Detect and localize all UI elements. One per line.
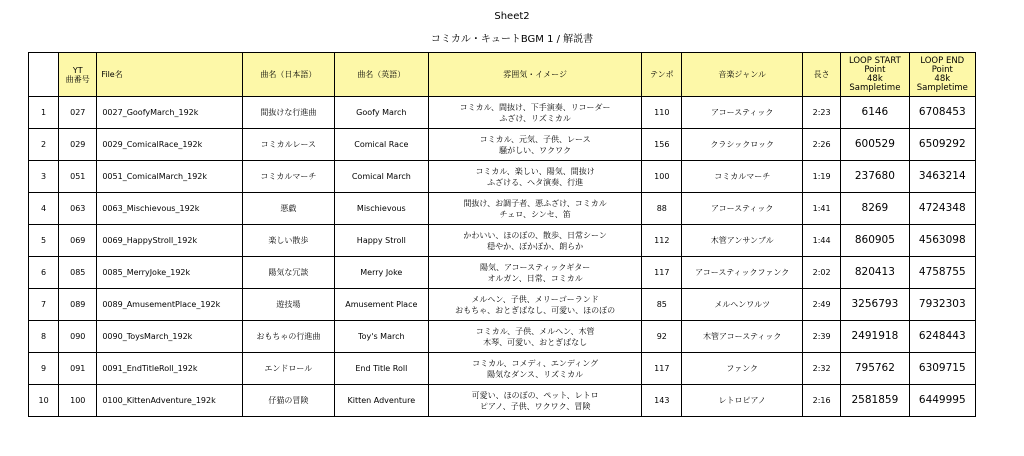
mood-line-1: 陽気、アコースティックギター bbox=[479, 262, 591, 272]
sheet-name: Sheet2 bbox=[494, 11, 530, 22]
mood-line-2: チェロ、シンセ、笛 bbox=[499, 209, 571, 219]
row-number: 4 bbox=[29, 193, 59, 225]
file-name: 0069_HappyStroll_192k bbox=[97, 225, 243, 257]
row-number: 8 bbox=[29, 321, 59, 353]
file-name: 0091_EndTitleRoll_192k bbox=[97, 353, 243, 385]
header-loop-end: LOOP END Point 48k Sampletime bbox=[909, 53, 975, 97]
file-name: 0090_ToysMarch_192k bbox=[97, 321, 243, 353]
length: 2:23 bbox=[803, 97, 841, 129]
mood bbox=[429, 97, 642, 129]
length: 2:26 bbox=[803, 129, 841, 161]
mood bbox=[429, 161, 642, 193]
mood-line-2: 騒がしい、ワクワク bbox=[499, 145, 572, 155]
mood bbox=[429, 225, 642, 257]
header-title-ja: 曲名（日本語） bbox=[243, 53, 334, 97]
title-ja: コミカルレース bbox=[243, 129, 334, 161]
table-row bbox=[29, 353, 976, 385]
header-loop-start: LOOP START Point 48k Sampletime bbox=[841, 53, 909, 97]
title-en: Mischievous bbox=[334, 193, 428, 225]
row-number: 7 bbox=[29, 289, 59, 321]
row-number: 3 bbox=[29, 161, 59, 193]
title-ja: エンドロール bbox=[243, 353, 334, 385]
genre: アコースティック bbox=[682, 193, 803, 225]
mood-line-2: 木琴、可愛い、おとぎばなし bbox=[483, 337, 588, 347]
mood bbox=[429, 129, 642, 161]
header-tempo: テンポ bbox=[642, 53, 682, 97]
header-file: File名 bbox=[97, 53, 243, 97]
header-yt: YT 曲番号 bbox=[59, 53, 97, 97]
table-row bbox=[29, 385, 976, 417]
genre: メルヘンワルツ bbox=[682, 289, 803, 321]
document-title: コミカル・キュートBGM 1 / 解説書 bbox=[430, 34, 594, 45]
file-name: 0100_KittenAdventure_192k bbox=[97, 385, 243, 417]
mood bbox=[429, 289, 642, 321]
tempo: 112 bbox=[642, 225, 682, 257]
length: 2:02 bbox=[803, 257, 841, 289]
tempo: 156 bbox=[642, 129, 682, 161]
yt-number: 069 bbox=[59, 225, 97, 257]
loop-start: 3256793 bbox=[841, 289, 909, 321]
mood-line-2: オルガン、日常、コミカル bbox=[487, 273, 583, 283]
loop-start: 6146 bbox=[841, 97, 909, 129]
mood-line-2: ふざけ、リズミカル bbox=[499, 113, 571, 123]
header-length: 長さ bbox=[803, 53, 841, 97]
loop-end: 7932303 bbox=[909, 289, 975, 321]
table-row bbox=[29, 129, 976, 161]
row-number: 9 bbox=[29, 353, 59, 385]
title-en: Happy Stroll bbox=[334, 225, 428, 257]
loop-end: 6449995 bbox=[909, 385, 975, 417]
mood bbox=[429, 385, 642, 417]
title-ja: 楽しい散歩 bbox=[243, 225, 334, 257]
title-en: Kitten Adventure bbox=[334, 385, 428, 417]
title-ja: 間抜けな行進曲 bbox=[243, 97, 334, 129]
title-ja: 悪戯 bbox=[243, 193, 334, 225]
length: 2:49 bbox=[803, 289, 841, 321]
length: 2:39 bbox=[803, 321, 841, 353]
file-name: 0027_GoofyMarch_192k bbox=[97, 97, 243, 129]
tempo: 88 bbox=[642, 193, 682, 225]
genre: アコースティックファンク bbox=[682, 257, 803, 289]
yt-number: 027 bbox=[59, 97, 97, 129]
title-en: Toy's March bbox=[334, 321, 428, 353]
length: 2:16 bbox=[803, 385, 841, 417]
genre: コミカルマーチ bbox=[682, 161, 803, 193]
row-number: 1 bbox=[29, 97, 59, 129]
yt-number: 100 bbox=[59, 385, 97, 417]
title-ja: 陽気な冗談 bbox=[243, 257, 334, 289]
yt-number: 085 bbox=[59, 257, 97, 289]
loop-end: 4758755 bbox=[909, 257, 975, 289]
mood-line-2: ふざける、ヘタ演奏、行進 bbox=[487, 177, 584, 187]
tempo: 100 bbox=[642, 161, 682, 193]
mood-line-1: コミカル、元気、子供、レース bbox=[479, 134, 591, 144]
file-name: 0089_AmusementPlace_192k bbox=[97, 289, 243, 321]
title-ja: 仔猫の冒険 bbox=[243, 385, 334, 417]
header-index bbox=[29, 53, 59, 97]
loop-end: 3463214 bbox=[909, 161, 975, 193]
file-name: 0063_Mischievous_192k bbox=[97, 193, 243, 225]
file-name: 0051_ComicalMarch_192k bbox=[97, 161, 243, 193]
yt-number: 063 bbox=[59, 193, 97, 225]
yt-number: 089 bbox=[59, 289, 97, 321]
file-name: 0029_ComicalRace_192k bbox=[97, 129, 243, 161]
length: 2:32 bbox=[803, 353, 841, 385]
mood-line-2: ピアノ、子供、ワクワク、冒険 bbox=[479, 401, 591, 411]
title-en: Goofy March bbox=[334, 97, 428, 129]
mood-line-2: 陽気なダンス、リズミカル bbox=[487, 369, 584, 379]
file-name: 0085_MerryJoke_192k bbox=[97, 257, 243, 289]
mood bbox=[429, 257, 642, 289]
row-number: 10 bbox=[29, 385, 59, 417]
length: 1:41 bbox=[803, 193, 841, 225]
tempo: 143 bbox=[642, 385, 682, 417]
genre: ファンク bbox=[682, 353, 803, 385]
header-row bbox=[29, 53, 976, 97]
mood bbox=[429, 193, 642, 225]
bgm-table bbox=[28, 52, 976, 417]
header-mood: 雰囲気・イメージ bbox=[429, 53, 642, 97]
length: 1:44 bbox=[803, 225, 841, 257]
loop-start: 860905 bbox=[841, 225, 909, 257]
loop-end: 4724348 bbox=[909, 193, 975, 225]
title-ja: おもちゃの行進曲 bbox=[243, 321, 334, 353]
loop-end: 6309715 bbox=[909, 353, 975, 385]
loop-start: 237680 bbox=[841, 161, 909, 193]
mood-line-1: コミカル、楽しい、陽気、間抜け bbox=[475, 166, 595, 176]
loop-start: 2581859 bbox=[841, 385, 909, 417]
mood-line-1: コミカル、子供、メルヘン、木管 bbox=[475, 326, 595, 336]
tempo: 110 bbox=[642, 97, 682, 129]
table-row bbox=[29, 161, 976, 193]
table-row bbox=[29, 289, 976, 321]
tempo: 92 bbox=[642, 321, 682, 353]
title-ja: コミカルマーチ bbox=[243, 161, 334, 193]
row-number: 5 bbox=[29, 225, 59, 257]
loop-start: 600529 bbox=[841, 129, 909, 161]
loop-end: 6509292 bbox=[909, 129, 975, 161]
title-en: Comical Race bbox=[334, 129, 428, 161]
mood-line-1: 間抜け、お調子者、悪ふざけ、コミカル bbox=[463, 198, 607, 208]
mood bbox=[429, 321, 642, 353]
yt-number: 051 bbox=[59, 161, 97, 193]
loop-start: 795762 bbox=[841, 353, 909, 385]
row-number: 2 bbox=[29, 129, 59, 161]
loop-start: 8269 bbox=[841, 193, 909, 225]
loop-end: 6248443 bbox=[909, 321, 975, 353]
yt-number: 090 bbox=[59, 321, 97, 353]
loop-start: 820413 bbox=[841, 257, 909, 289]
title-en: Comical March bbox=[334, 161, 428, 193]
table-row bbox=[29, 193, 976, 225]
loop-end: 4563098 bbox=[909, 225, 975, 257]
mood bbox=[429, 353, 642, 385]
mood-line-1: コミカル、コメディ、エンディング bbox=[472, 358, 599, 368]
title-en: End Title Roll bbox=[334, 353, 428, 385]
table-row bbox=[29, 321, 976, 353]
tempo: 117 bbox=[642, 257, 682, 289]
header-title-en: 曲名（英語） bbox=[334, 53, 428, 97]
loop-end: 6708453 bbox=[909, 97, 975, 129]
row-number: 6 bbox=[29, 257, 59, 289]
title-en: Amusement Place bbox=[334, 289, 428, 321]
mood-line-2: 穏やか、ぽかぽか、朗らか bbox=[487, 241, 584, 251]
yt-number: 029 bbox=[59, 129, 97, 161]
mood-line-1: コミカル、間抜け、下手演奏、リコーダー bbox=[459, 102, 611, 112]
title-ja: 遊技場 bbox=[243, 289, 334, 321]
table-row bbox=[29, 257, 976, 289]
header-genre: 音楽ジャンル bbox=[682, 53, 803, 97]
yt-number: 091 bbox=[59, 353, 97, 385]
loop-start: 2491918 bbox=[841, 321, 909, 353]
mood-line-2: おもちゃ、おとぎばなし、可愛い、ほのぼの bbox=[455, 305, 616, 315]
genre: アコースティック bbox=[682, 97, 803, 129]
genre: 木管アコースティック bbox=[682, 321, 803, 353]
mood-line-1: 可愛い、ほのぼの、ペット、レトロ bbox=[471, 390, 599, 400]
mood-line-1: メルヘン、子供、メリーゴーランド bbox=[471, 294, 599, 304]
genre: レトロピアノ bbox=[682, 385, 803, 417]
tempo: 117 bbox=[642, 353, 682, 385]
table-row bbox=[29, 97, 976, 129]
mood-line-1: かわいい、ほのぼの、散歩、日常シーン bbox=[463, 230, 607, 240]
tempo: 85 bbox=[642, 289, 682, 321]
table-row bbox=[29, 225, 976, 257]
length: 1:19 bbox=[803, 161, 841, 193]
genre: 木管アンサンブル bbox=[682, 225, 803, 257]
genre: クラシックロック bbox=[682, 129, 803, 161]
title-en: Merry Joke bbox=[334, 257, 428, 289]
